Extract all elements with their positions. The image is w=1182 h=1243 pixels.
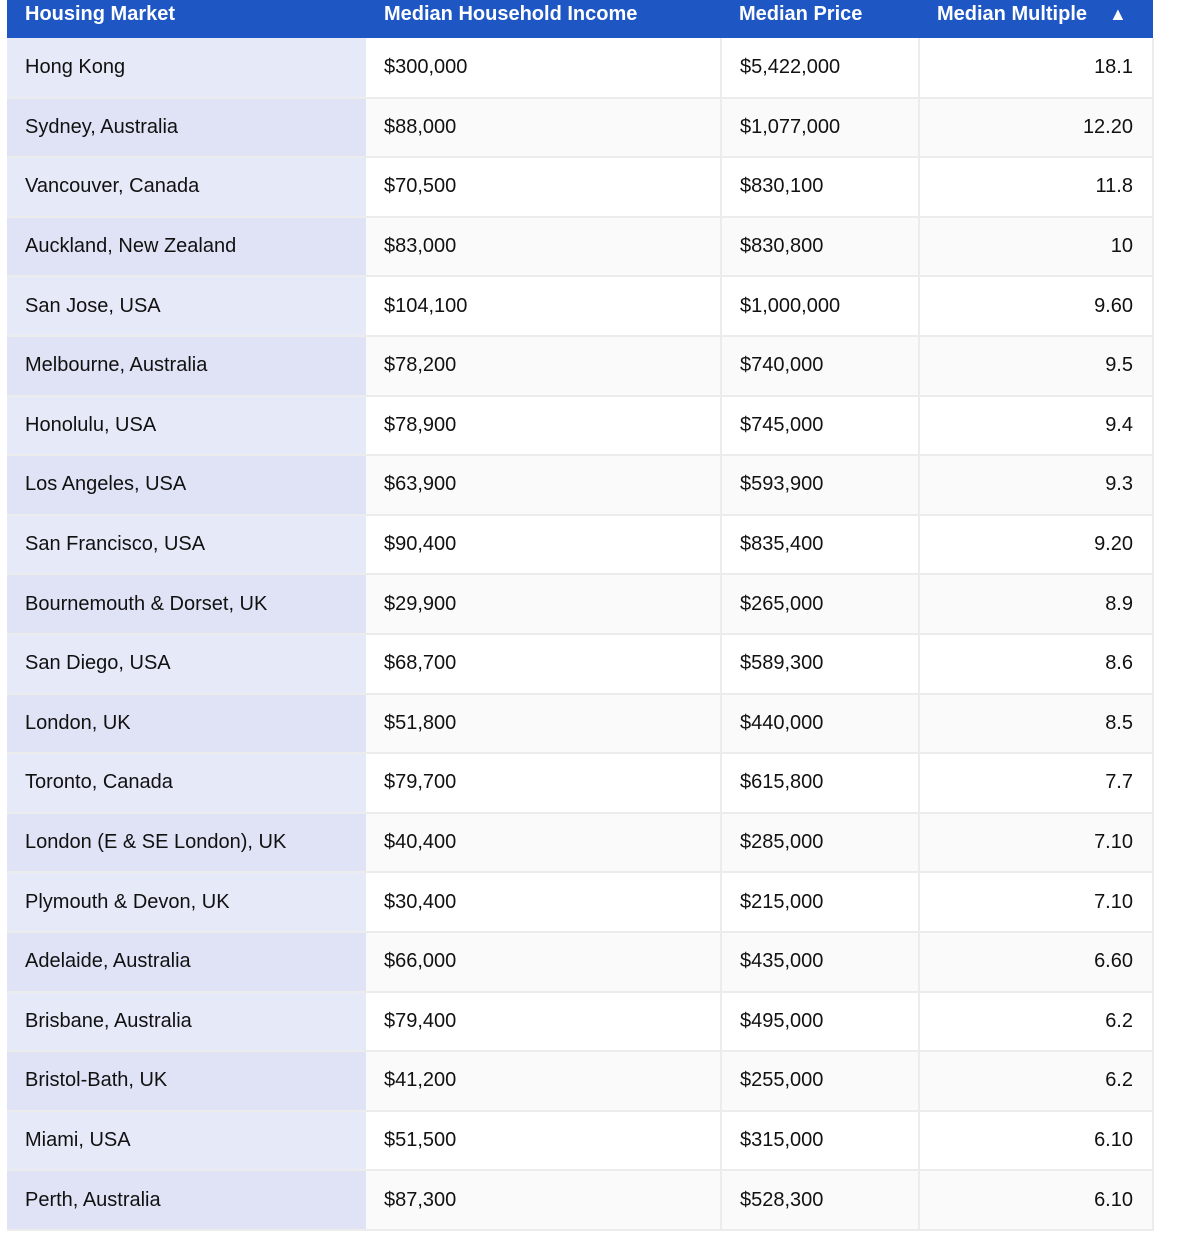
cell-median-household-income: $29,900 <box>366 574 721 634</box>
cell-housing-market: Hong Kong <box>7 38 366 98</box>
cell-median-multiple: 6.60 <box>919 932 1153 992</box>
cell-median-household-income: $88,000 <box>366 98 721 158</box>
column-header-median-household-income[interactable] <box>366 0 721 38</box>
cell-housing-market: Plymouth & Devon, UK <box>7 872 366 932</box>
cell-median-multiple: 9.4 <box>919 396 1153 456</box>
cell-median-price: $435,000 <box>721 932 919 992</box>
column-header-housing-market[interactable] <box>7 0 366 38</box>
table-row <box>7 336 1153 396</box>
cell-median-multiple: 7.10 <box>919 813 1153 873</box>
table-row <box>7 634 1153 694</box>
cell-housing-market: Sydney, Australia <box>7 98 366 158</box>
table-row <box>7 574 1153 634</box>
table-row <box>7 217 1153 277</box>
table-row <box>7 276 1153 336</box>
cell-median-price: $593,900 <box>721 455 919 515</box>
table-row <box>7 813 1153 873</box>
cell-median-multiple: 7.7 <box>919 753 1153 813</box>
table-header <box>7 0 1153 38</box>
cell-median-household-income: $40,400 <box>366 813 721 873</box>
cell-median-multiple: 9.3 <box>919 455 1153 515</box>
cell-median-multiple: 12.20 <box>919 98 1153 158</box>
cell-median-household-income: $66,000 <box>366 932 721 992</box>
table-row <box>7 98 1153 158</box>
cell-housing-market: Bristol-Bath, UK <box>7 1051 366 1111</box>
table-row <box>7 455 1153 515</box>
cell-median-multiple: 9.60 <box>919 276 1153 336</box>
cell-median-multiple: 6.10 <box>919 1170 1153 1230</box>
cell-median-multiple: 8.5 <box>919 694 1153 754</box>
cell-median-price: $5,422,000 <box>721 38 919 98</box>
header-row <box>7 0 1153 38</box>
cell-housing-market: Toronto, Canada <box>7 753 366 813</box>
cell-median-price: $615,800 <box>721 753 919 813</box>
cell-housing-market: London (E & SE London), UK <box>7 813 366 873</box>
cell-median-price: $830,100 <box>721 157 919 217</box>
cell-median-household-income: $79,700 <box>366 753 721 813</box>
table-row <box>7 1170 1153 1230</box>
cell-housing-market: Auckland, New Zealand <box>7 217 366 277</box>
cell-median-household-income: $30,400 <box>366 872 721 932</box>
column-header-median-multiple[interactable] <box>919 0 1153 38</box>
cell-median-multiple: 7.10 <box>919 872 1153 932</box>
table-row <box>7 1051 1153 1111</box>
cell-median-household-income: $51,500 <box>366 1111 721 1171</box>
cell-median-household-income: $70,500 <box>366 157 721 217</box>
sort-ascending-icon[interactable]: ▲ <box>1109 4 1127 24</box>
cell-median-household-income: $87,300 <box>366 1170 721 1230</box>
cell-median-household-income: $78,200 <box>366 336 721 396</box>
cell-median-household-income: $83,000 <box>366 217 721 277</box>
cell-median-household-income: $90,400 <box>366 515 721 575</box>
cell-median-price: $285,000 <box>721 813 919 873</box>
table-row <box>7 872 1153 932</box>
table-row <box>7 992 1153 1052</box>
cell-housing-market: Honolulu, USA <box>7 396 366 456</box>
cell-median-price: $1,077,000 <box>721 98 919 158</box>
cell-housing-market: San Jose, USA <box>7 276 366 336</box>
cell-median-multiple: 6.2 <box>919 1051 1153 1111</box>
cell-median-price: $215,000 <box>721 872 919 932</box>
cell-housing-market: Perth, Australia <box>7 1170 366 1230</box>
cell-median-household-income: $79,400 <box>366 992 721 1052</box>
cell-median-multiple: 8.6 <box>919 634 1153 694</box>
table-row <box>7 694 1153 754</box>
cell-median-household-income: $63,900 <box>366 455 721 515</box>
table-row <box>7 38 1153 98</box>
column-header-label: Median Multiple <box>937 3 1087 25</box>
table-row <box>7 157 1153 217</box>
cell-median-multiple: 11.8 <box>919 157 1153 217</box>
housing-affordability-table <box>7 0 1154 1231</box>
cell-median-price: $745,000 <box>721 396 919 456</box>
table-row <box>7 1111 1153 1171</box>
cell-median-household-income: $300,000 <box>366 38 721 98</box>
column-header-label: Housing Market <box>25 3 176 25</box>
cell-median-multiple: 18.1 <box>919 38 1153 98</box>
cell-housing-market: Los Angeles, USA <box>7 455 366 515</box>
cell-median-price: $315,000 <box>721 1111 919 1171</box>
cell-median-price: $495,000 <box>721 992 919 1052</box>
housing-affordability-table-container <box>7 0 1153 1231</box>
cell-median-household-income: $68,700 <box>366 634 721 694</box>
cell-housing-market: Adelaide, Australia <box>7 932 366 992</box>
cell-median-household-income: $41,200 <box>366 1051 721 1111</box>
cell-median-price: $440,000 <box>721 694 919 754</box>
cell-housing-market: San Diego, USA <box>7 634 366 694</box>
cell-median-household-income: $51,800 <box>366 694 721 754</box>
cell-housing-market: San Francisco, USA <box>7 515 366 575</box>
cell-median-household-income: $104,100 <box>366 276 721 336</box>
cell-median-multiple: 10 <box>919 217 1153 277</box>
cell-median-price: $740,000 <box>721 336 919 396</box>
cell-median-multiple: 6.10 <box>919 1111 1153 1171</box>
table-body <box>7 38 1153 1230</box>
cell-median-price: $589,300 <box>721 634 919 694</box>
cell-median-price: $255,000 <box>721 1051 919 1111</box>
cell-median-price: $528,300 <box>721 1170 919 1230</box>
cell-housing-market: Vancouver, Canada <box>7 157 366 217</box>
table-row <box>7 396 1153 456</box>
cell-median-price: $265,000 <box>721 574 919 634</box>
cell-median-household-income: $78,900 <box>366 396 721 456</box>
cell-median-multiple: 6.2 <box>919 992 1153 1052</box>
cell-housing-market: Melbourne, Australia <box>7 336 366 396</box>
table-row <box>7 515 1153 575</box>
cell-housing-market: Brisbane, Australia <box>7 992 366 1052</box>
cell-housing-market: Miami, USA <box>7 1111 366 1171</box>
column-header-label: Median Price <box>739 3 863 25</box>
cell-median-multiple: 9.20 <box>919 515 1153 575</box>
column-header-median-price[interactable] <box>721 0 919 38</box>
cell-housing-market: Bournemouth & Dorset, UK <box>7 574 366 634</box>
cell-median-price: $835,400 <box>721 515 919 575</box>
table-row <box>7 753 1153 813</box>
cell-median-price: $1,000,000 <box>721 276 919 336</box>
cell-median-multiple: 9.5 <box>919 336 1153 396</box>
cell-median-multiple: 8.9 <box>919 574 1153 634</box>
column-header-label: Median Household Income <box>384 3 638 25</box>
cell-housing-market: London, UK <box>7 694 366 754</box>
table-row <box>7 932 1153 992</box>
cell-median-price: $830,800 <box>721 217 919 277</box>
